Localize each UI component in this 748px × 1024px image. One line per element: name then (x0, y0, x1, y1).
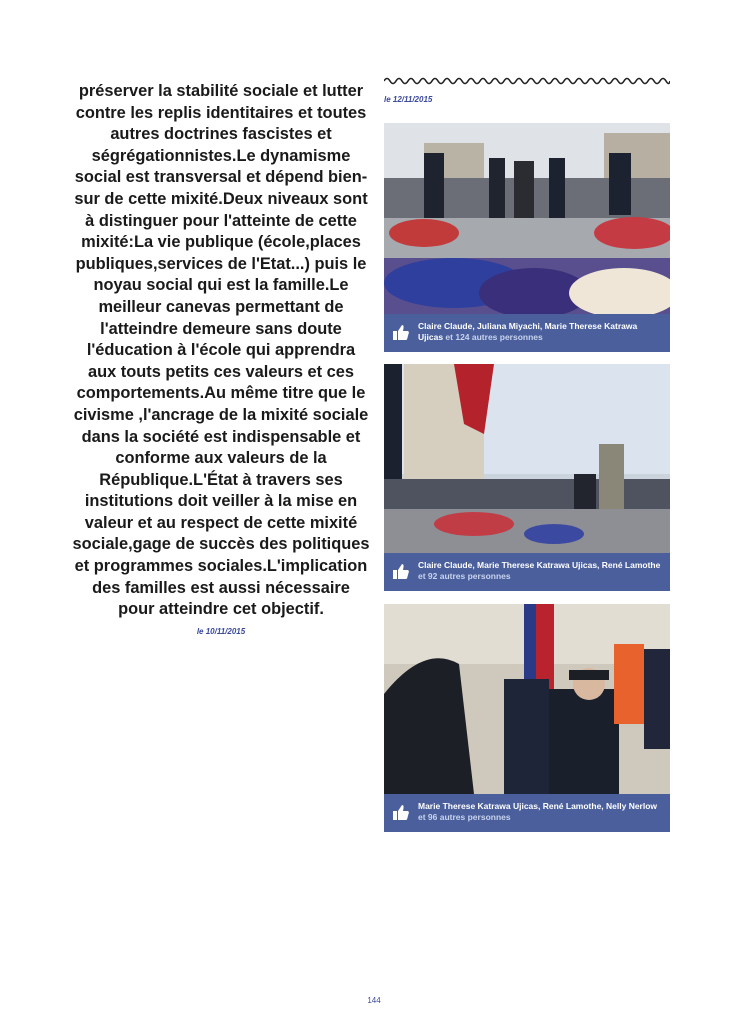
like-thumb-icon (392, 324, 410, 342)
social-sidebar (384, 76, 670, 822)
ceremony-photo (384, 604, 670, 794)
page-number: 144 (367, 996, 381, 1005)
sidebar-date: le 12/11/2015 (384, 95, 433, 104)
article-column (72, 81, 370, 636)
liker-others: et 92 autres personnes (418, 571, 511, 581)
like-bar (384, 553, 670, 591)
wavy-divider (384, 76, 670, 86)
liker-names: Marie Therese Katrawa Ujicas, René Lamothe, Nelly Nerlow (418, 801, 658, 811)
ceremony-photo (384, 123, 670, 314)
ceremony-photo (384, 364, 670, 553)
liker-names: Claire Claude, Juliana Miyachi, Marie Therese Katrawa Ujicas (418, 321, 638, 342)
like-bar (384, 794, 670, 832)
social-post (384, 364, 670, 591)
liker-names: Claire Claude, Marie Therese Katrawa Ujicas, René Lamothe (418, 560, 661, 570)
social-post (384, 123, 670, 352)
article-body: préserver la stabilité sociale et lutter contre les replis identitaires et toutes autres doctrines fascistes et ségrégationnistes.Le dynamisme social est transversal et dépend bien-sur de cette mixité.Deux niveaux sont à distinguer pour l'atteinte de cette mixité:La vie publique (école,places publiques,services de l'Etat...) puis le noyau social qui est la famille.Le meilleur canevas permettant de l'atteindre demeure sans doute l'éducation à l'école qui apprendra aux touts petits ces valeurs et ces comportements.Au même titre que le civisme ,l'ancrage de la mixité sociale dans la société est indispensable et conforme aux valeurs de la République.L'État à travers ses institutions doit veiller à la mise en valeur et au respect de cette mixité sociale,gage de succès des politiques et programmes sociales.L'implication des familles est aussi nécessaire pour atteindre cet objectif. (72, 82, 370, 619)
article-date: le 10/11/2015 (196, 626, 246, 636)
liker-others: et 96 autres personnes (418, 812, 511, 822)
liker-others: et 124 autres personnes (445, 332, 543, 342)
like-thumb-icon (392, 804, 410, 822)
social-post (384, 604, 670, 832)
like-thumb-icon (392, 563, 410, 581)
like-bar (384, 314, 670, 352)
